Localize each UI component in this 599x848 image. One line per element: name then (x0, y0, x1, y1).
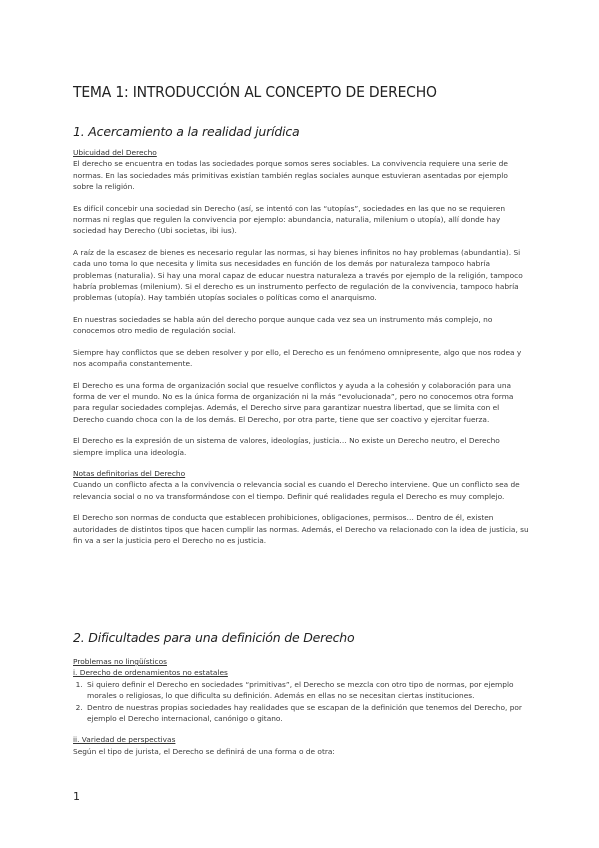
paragraph: Siempre hay conflictos que se deben resolver y por ello, el Derecho es un fenómeno omnipresente, algo que nos rodea y nos acompaña constantemente. (73, 347, 522, 369)
paragraph: El Derecho es la expresión de un sistema de valores, ideologías, justicia… No existe un Derecho neutro, el Derecho siempre implica una ideología. (73, 436, 500, 457)
paragraph: En nuestras sociedades se habla aún del derecho porque aunque cada vez sea un instrumento más complejo, no conocemos otro medio de regulación social. (73, 314, 493, 336)
section-2-heading: 2. Dificultades para una definición de Derecho (73, 630, 355, 645)
subheading-perspectivas: ii. Variedad de perspectivas (73, 735, 176, 745)
paragraph: El Derecho es una forma de organización social que resuelve conflictos y ayuda a la cohesión y colaboración para una forma de ver el mundo. No es la única forma de organización ni la más “evolucionada”, pero no conocemos otra forma para regular sociedades complejas. Además, el Derecho sirve para garantizar nuestra libertad, que se limita con el Derecho cuando choca con la de los demás. El Derecho, por otra parte, tiene que ser coactivo y ejercitar fuerza. (73, 380, 514, 424)
paragraph: El derecho se encuentra en todas las sociedades porque somos seres sociables. La convivencia requiere una serie de normas. En las sociedades más primitivas existían también reglas sociales aunque estuvieran asentadas por ejemplo sobre la religión. (73, 159, 508, 192)
numbered-list (73, 679, 529, 725)
list-item: 1. Si quiero definir el Derecho en sociedades “primitivas”, el Derecho se mezcla con otro tipo de normas, por ejemplo morales o religiosas, lo que dificulta su definición. Además en ellas no se necesitan ciertas instituciones. (85, 679, 529, 702)
subheading-ubicuidad: Ubicuidad del Derecho (73, 148, 157, 157)
paragraph: A raíz de la escasez de bienes es necesario regular las normas, si hay bienes infinitos no hay problemas (abundantia). Si cada uno toma lo que necesita y limita sus necesidades en función de los demás por naturaleza tampoco habría problemas (naturalia). Si hay una moral capaz de educar nuestra naturaleza a través por ejemplo de la religión, tampoco habría problemas (milenium). Si el derecho es un instrumento perfecto de regulación de la convivencia, tampoco habría problemas (utopía). Hay también utopías sociales o políticas como el anarquismo. (73, 247, 523, 303)
subheading-notas: Notas definitorias del Derecho (73, 468, 186, 478)
section-1-body (73, 147, 529, 546)
subheading-ordenamientos: i. Derecho de ordenamientos no estatales (73, 668, 228, 678)
section-2-body (73, 656, 529, 757)
list-item: 2. Dentro de nuestras propias sociedades hay realidades que se escapan de la definición que tenemos del Derecho, por ejemplo el Derecho internacional, canónigo o gitano. (85, 702, 529, 725)
paragraph: Según el tipo de jurista, el Derecho se definirá de una forma o de otra: (73, 746, 335, 756)
paragraph: Es difícil concebir una sociedad sin Derecho (así, se intentó con las “utopías”, sociedades en las que no se requieren normas ni reglas que regulen la convivencia por ejemplo: abundancia, naturalia, milenium o utopía), allí donde hay sociedad hay Derecho (Ubi societas, ibi ius). (73, 203, 506, 236)
section-1-heading: 1. Acercamiento a la realidad jurídica (73, 124, 300, 139)
paragraph: El Derecho son normas de conducta que establecen prohibiciones, obligaciones, permisos… Dentro de él, existen autoridades de distintos tipos que hacen cumplir las normas. Además, el Derecho va relacionado con la idea de justicia, su fin va a ser la justicia pero el Derecho no es justicia. (73, 513, 529, 545)
page-number: 1 (73, 790, 80, 803)
paragraph: Cuando un conflicto afecta a la convivencia o relevancia social es cuando el Derecho interviene. Que un conflicto sea de relevancia social o no va transformándose con el tiempo. Definir qué realidades regula el Derecho es muy complejo. (73, 480, 520, 501)
document-title: TEMA 1: INTRODUCCIÓN AL CONCEPTO DE DERECHO (73, 83, 437, 101)
subheading-problemas: Problemas no lingüísticos (73, 657, 167, 666)
